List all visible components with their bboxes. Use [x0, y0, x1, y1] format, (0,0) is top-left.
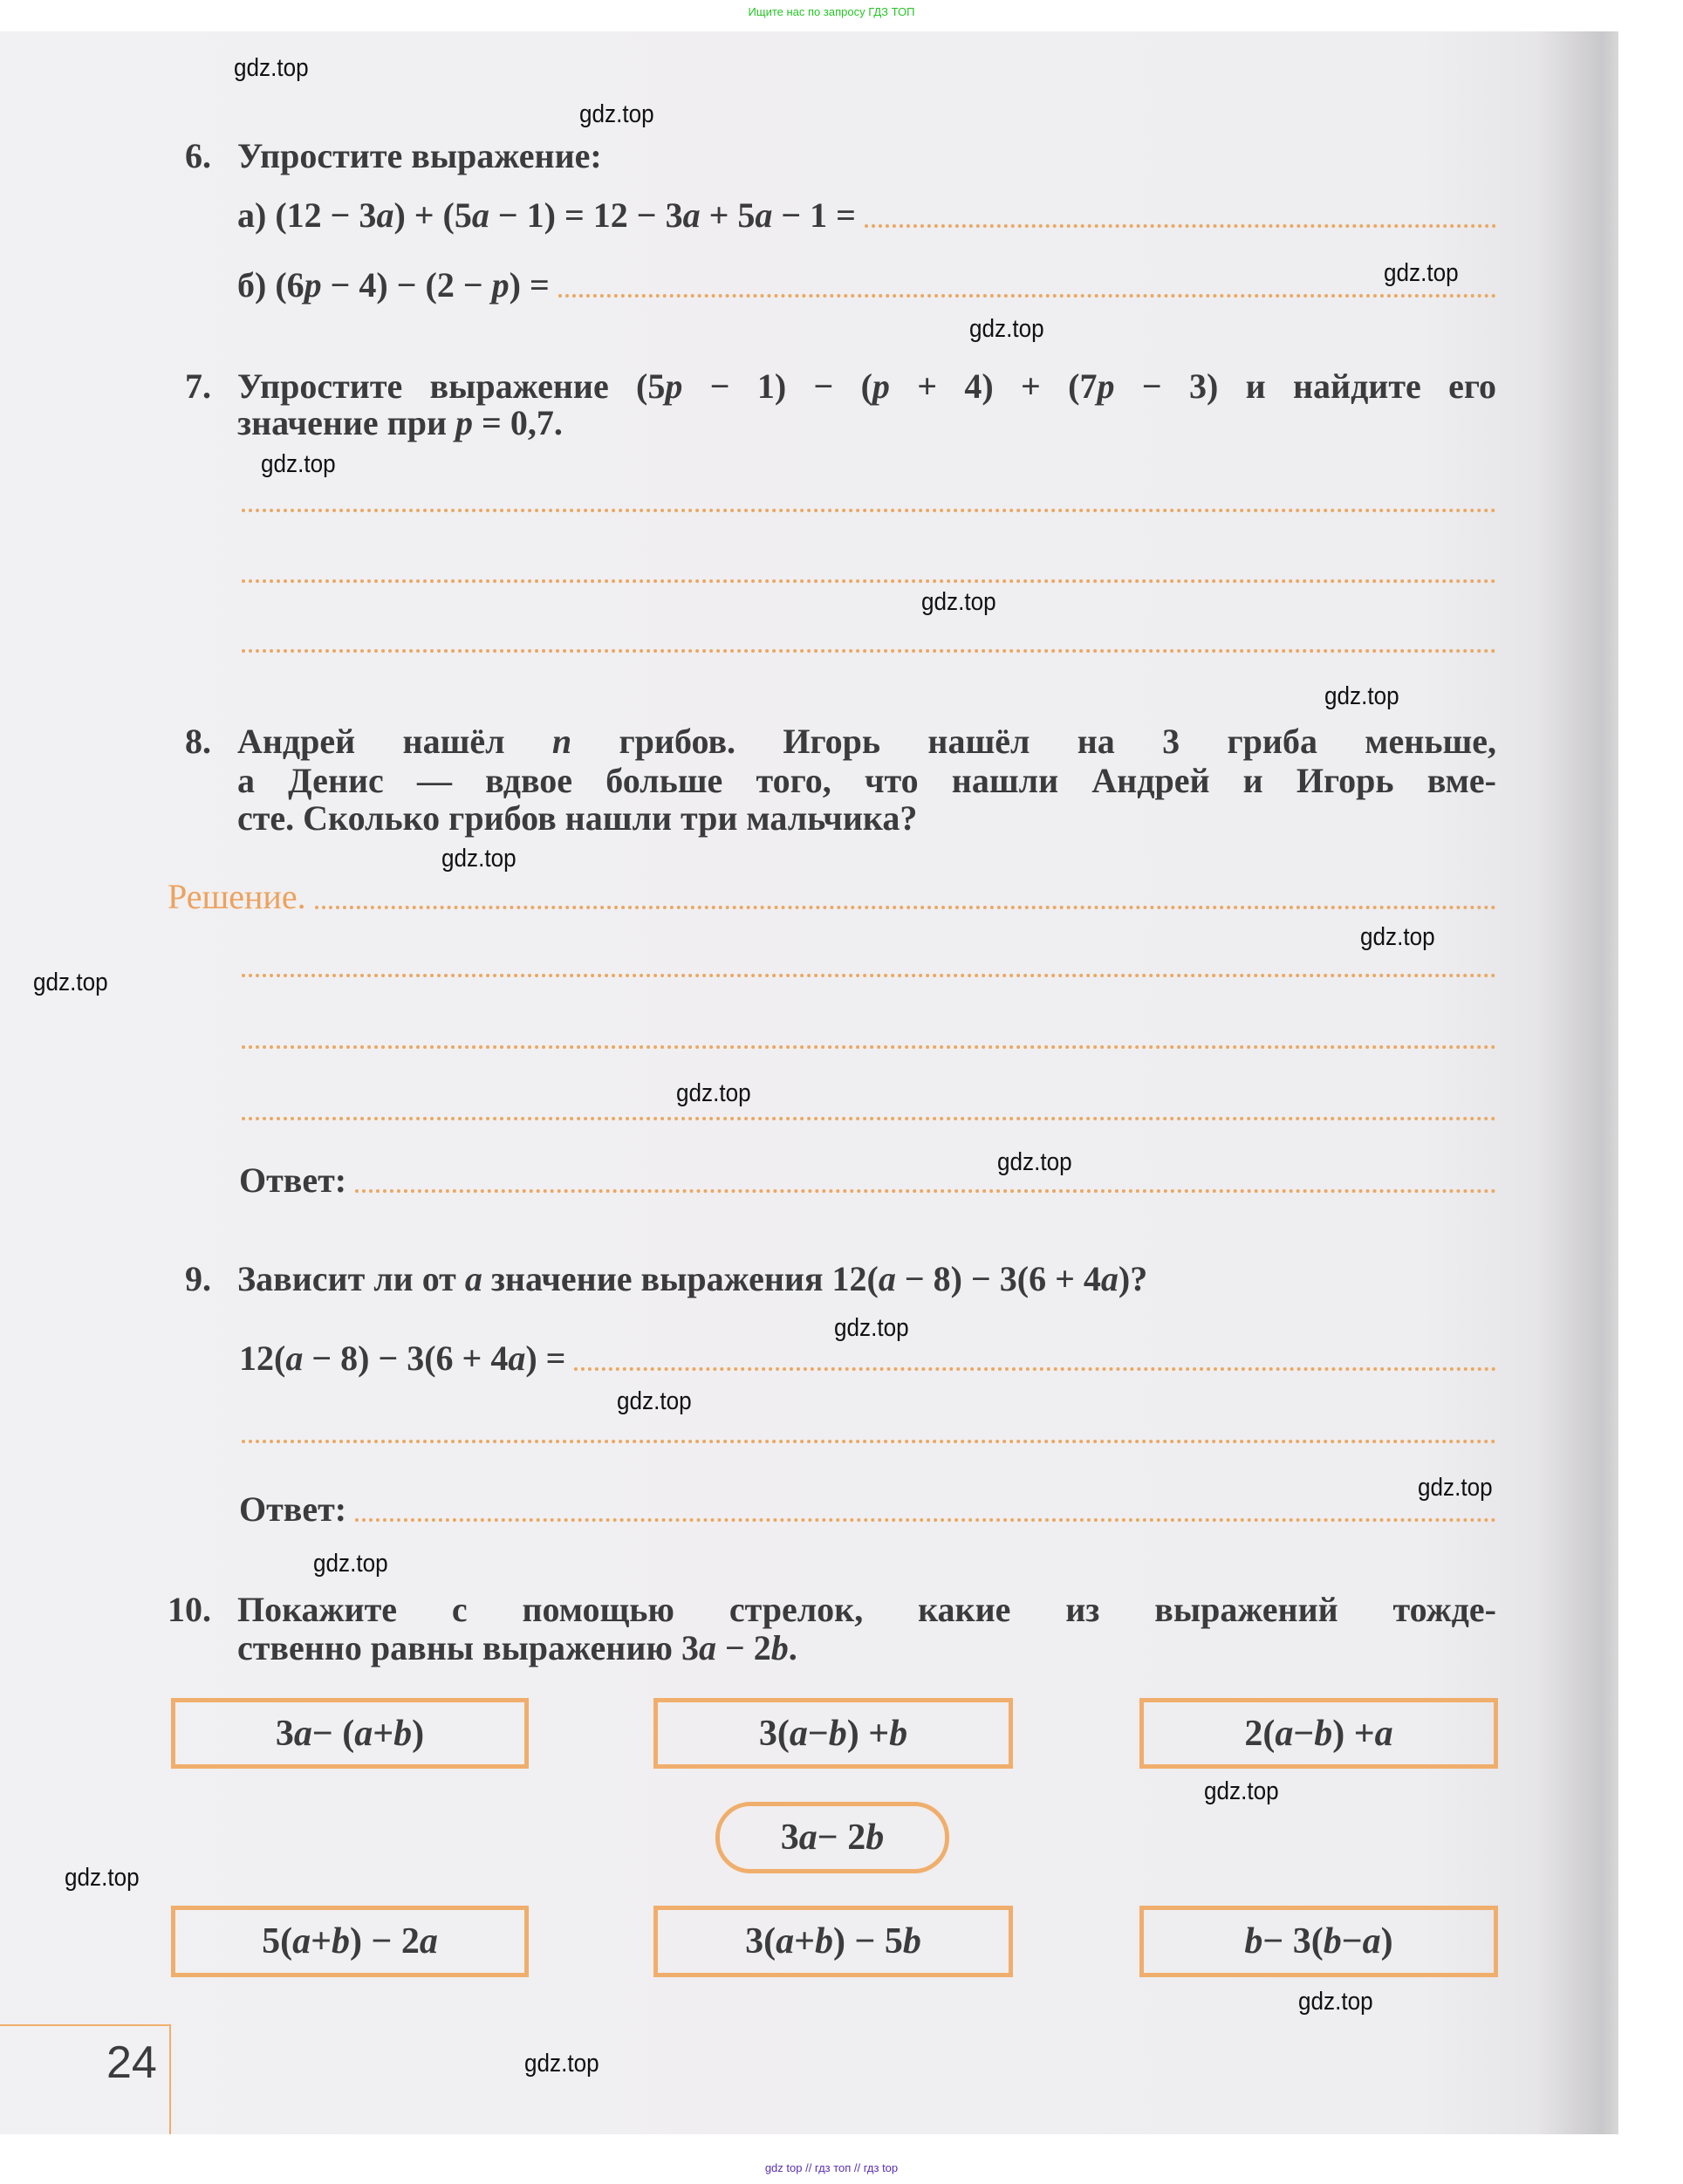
task7-text-line1: Упростите выражение (5p − 1) − (p + 4) + (7p − 3) и найдите его: [237, 366, 1497, 406]
watermark: gdz.top: [834, 1314, 909, 1342]
task7-number: 7.: [185, 366, 211, 406]
watermark: gdz.top: [33, 969, 108, 996]
answer-line[interactable]: [242, 974, 1496, 977]
answer-line[interactable]: [355, 1518, 1496, 1522]
expression-box[interactable]: 5( a + b ) − 2 a: [171, 1906, 529, 1977]
watermark: gdz.top: [921, 588, 996, 616]
watermark: gdz.top: [524, 2050, 599, 2078]
target-expression-oval[interactable]: 3 a − 2 b: [715, 1802, 949, 1873]
task7-text-line2: значение при p = 0,7.: [237, 403, 563, 442]
watermark: gdz.top: [1298, 1988, 1373, 2016]
bottom-banner-text: gdz top // гдз топ // гдз top: [764, 2161, 899, 2174]
task9-number: 9.: [185, 1259, 211, 1298]
task9-expression-row: [239, 1338, 1496, 1378]
task8-text-line3: сте. Сколько грибов нашли три мальчика?: [237, 798, 918, 838]
task10-number: 10.: [168, 1590, 211, 1629]
page-number-divider: [169, 2024, 171, 2134]
answer-line[interactable]: [242, 649, 1496, 653]
answer-line[interactable]: [242, 1117, 1496, 1120]
task6-a-expression: а) (12 − 3a) + (5a − 1) = 12 − 3a + 5a − 1 =: [237, 195, 856, 235]
task8-text-line1: Андрей нашёл n грибов. Игорь нашёл на 3 гриба меньше,: [237, 722, 1497, 761]
task9-expression: 12(a − 8) − 3(6 + 4a) =: [239, 1338, 566, 1378]
expression-box[interactable]: 2( a − b ) + a: [1139, 1698, 1498, 1769]
watermark: gdz.top: [65, 1864, 140, 1892]
watermark: gdz.top: [1384, 259, 1459, 287]
answer-line[interactable]: [242, 1045, 1496, 1049]
task9-question: Зависит ли от a значение выражения 12(a − 8) − 3(6 + 4a)?: [237, 1259, 1148, 1298]
watermark: gdz.top: [313, 1550, 388, 1578]
task6-number: 6.: [185, 136, 211, 175]
expression-box[interactable]: 3( a + b ) − 5 b: [653, 1906, 1013, 1977]
answer-line[interactable]: [242, 579, 1496, 583]
answer-label: Ответ:: [239, 1489, 347, 1529]
expression-box[interactable]: 3( a − b ) + b: [653, 1698, 1013, 1769]
answer-line[interactable]: [355, 1189, 1496, 1193]
task6-b-row: [237, 265, 1496, 305]
task6-b-expression: б) (6p − 4) − (2 − p) =: [237, 265, 550, 305]
task10-text-line2: ственно равны выражению 3a − 2b.: [237, 1628, 797, 1667]
watermark: gdz.top: [1204, 1777, 1279, 1805]
top-banner-text: Ищите нас по запросу ГДЗ ТОП: [748, 5, 915, 18]
task8-text-line2: а Денис — вдвое больше того, что нашли Андрей и Игорь вме-: [237, 761, 1496, 800]
watermark: gdz.top: [969, 315, 1044, 343]
solution-row: [168, 877, 1496, 916]
answer-label: Ответ:: [239, 1160, 347, 1200]
expression-box[interactable]: b − 3( b − a ): [1139, 1906, 1498, 1977]
answer-line[interactable]: [242, 1440, 1496, 1443]
task6-a-row: [237, 195, 1496, 235]
watermark: gdz.top: [579, 100, 654, 128]
answer-line[interactable]: [574, 1367, 1496, 1371]
expression-box[interactable]: 3 a − ( a + b ): [171, 1698, 529, 1769]
answer-line[interactable]: [865, 224, 1496, 228]
watermark: gdz.top: [676, 1079, 751, 1107]
watermark: gdz.top: [261, 450, 336, 478]
solution-label: Решение.: [168, 877, 306, 916]
answer-line[interactable]: [558, 294, 1496, 298]
watermark: gdz.top: [1418, 1474, 1493, 1502]
watermark: gdz.top: [1360, 923, 1435, 951]
page-number: 24: [106, 2037, 157, 2088]
answer-line[interactable]: [315, 906, 1496, 909]
watermark: gdz.top: [234, 54, 309, 82]
task10-text-line1: Покажите с помощью стрелок, какие из выражений тожде-: [237, 1590, 1496, 1629]
watermark: gdz.top: [997, 1148, 1072, 1176]
answer-line[interactable]: [242, 509, 1496, 512]
task9-answer-row: [239, 1489, 1496, 1529]
watermark: gdz.top: [617, 1387, 692, 1415]
watermark: gdz.top: [441, 845, 517, 873]
task6-title: Упростите выражение:: [237, 136, 602, 175]
watermark: gdz.top: [1324, 682, 1399, 710]
page-number-divider: [0, 2024, 171, 2026]
task8-number: 8.: [185, 722, 211, 761]
